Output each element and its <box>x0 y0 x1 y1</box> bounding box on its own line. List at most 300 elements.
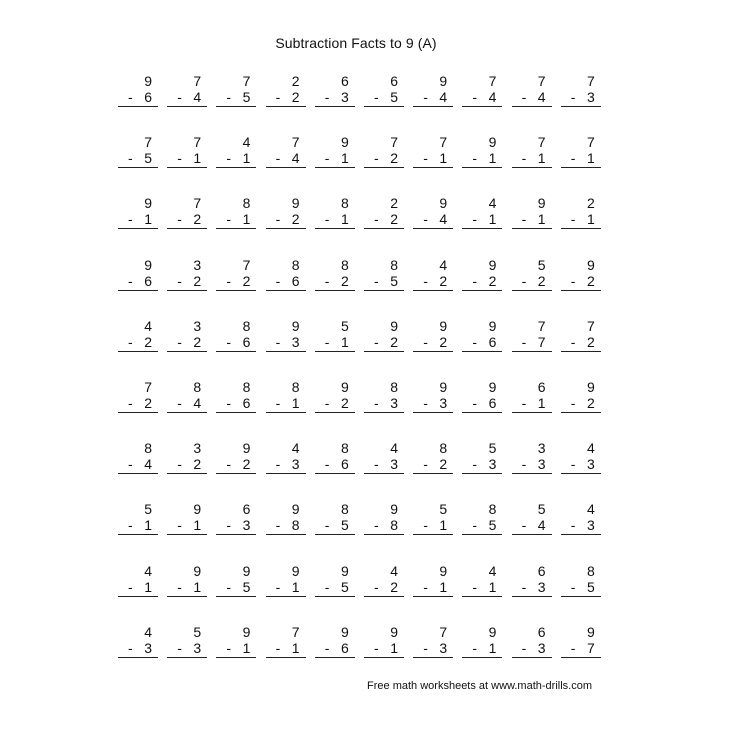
subtrahend-line <box>167 211 207 229</box>
subtraction-problem <box>561 379 601 423</box>
minus-sign: - <box>226 578 232 595</box>
minus-sign: - <box>521 333 527 350</box>
minus-sign: - <box>324 456 330 473</box>
subtrahend: 2 <box>341 395 349 411</box>
minuend: 2 <box>390 195 398 212</box>
minus-sign: - <box>472 578 478 595</box>
subtraction-problem <box>216 257 256 301</box>
subtrahend: 2 <box>291 211 300 228</box>
minuend: 8 <box>291 256 300 273</box>
subtrahend: 1 <box>341 150 349 167</box>
subtraction-problem <box>364 440 404 484</box>
subtraction-problem <box>167 73 207 117</box>
subtrahend: 3 <box>193 639 202 656</box>
minus-sign: - <box>177 211 182 228</box>
minus-sign: - <box>226 456 232 473</box>
minuend: 4 <box>439 256 448 273</box>
minus-sign: - <box>128 517 133 534</box>
minuend: 6 <box>242 501 251 518</box>
subtrahend-line <box>512 150 552 168</box>
minus-sign: - <box>570 517 576 534</box>
subtrahend: 1 <box>488 211 497 228</box>
problem-row <box>118 134 608 178</box>
subtrahend: 3 <box>537 456 546 473</box>
subtraction-problem <box>315 318 355 362</box>
subtrahend-line <box>216 579 256 597</box>
minuend: 7 <box>242 256 251 273</box>
subtraction-problem <box>216 624 256 668</box>
minuend: 4 <box>488 562 497 579</box>
subtrahend-line <box>462 150 502 168</box>
minus-sign: - <box>374 89 379 105</box>
subtrahend: 4 <box>537 89 546 105</box>
minuend: 7 <box>144 134 152 151</box>
minuend: 9 <box>439 73 448 89</box>
subtrahend: 6 <box>242 395 251 411</box>
subtrahend: 6 <box>144 89 152 105</box>
subtrahend: 3 <box>242 517 251 534</box>
subtrahend: 5 <box>144 150 152 167</box>
subtraction-problem <box>216 379 256 423</box>
subtraction-problem <box>266 563 306 607</box>
subtrahend: 1 <box>341 333 349 350</box>
minuend: 8 <box>587 562 595 579</box>
subtrahend-line <box>364 273 404 291</box>
subtraction-problem <box>167 563 207 607</box>
subtrahend: 1 <box>488 639 497 656</box>
subtrahend: 5 <box>341 578 349 595</box>
minus-sign: - <box>226 89 232 105</box>
minus-sign: - <box>472 272 478 289</box>
minus-sign: - <box>472 456 478 473</box>
subtraction-problem <box>413 563 453 607</box>
subtraction-problem <box>167 134 207 178</box>
subtrahend: 7 <box>537 333 546 350</box>
subtrahend: 3 <box>537 578 546 595</box>
minuend: 4 <box>390 562 398 579</box>
subtraction-problem <box>413 440 453 484</box>
minuend: 8 <box>242 195 251 212</box>
subtraction-problem <box>364 624 404 668</box>
minuend: 8 <box>193 379 202 395</box>
subtrahend: 1 <box>291 578 300 595</box>
subtrahend-line <box>512 395 552 413</box>
subtrahend: 1 <box>537 150 546 167</box>
subtraction-problem <box>364 134 404 178</box>
minuend: 9 <box>341 562 349 579</box>
subtraction-problem <box>118 501 158 545</box>
subtrahend: 1 <box>242 211 251 228</box>
subtraction-problem <box>364 379 404 423</box>
minus-sign: - <box>177 272 182 289</box>
minuend: 9 <box>144 195 152 212</box>
subtrahend: 1 <box>488 578 497 595</box>
minuend: 6 <box>537 379 546 395</box>
minuend: 5 <box>341 317 349 334</box>
subtrahend-line <box>118 211 158 229</box>
subtrahend: 2 <box>439 333 448 350</box>
minus-sign: - <box>177 89 182 105</box>
subtraction-problem <box>462 195 502 239</box>
minus-sign: - <box>226 517 232 534</box>
subtrahend: 2 <box>144 395 152 411</box>
subtrahend: 5 <box>341 517 349 534</box>
subtraction-problem <box>216 73 256 117</box>
minus-sign: - <box>374 150 379 167</box>
minus-sign: - <box>177 578 182 595</box>
minus-sign: - <box>570 333 576 350</box>
subtrahend-line <box>413 211 453 229</box>
minus-sign: - <box>275 578 281 595</box>
minus-sign: - <box>423 272 428 289</box>
minuend: 9 <box>341 623 349 640</box>
subtrahend-line <box>462 517 502 535</box>
subtrahend-line <box>216 456 256 474</box>
minus-sign: - <box>521 578 527 595</box>
subtrahend: 4 <box>193 89 202 105</box>
footer-credit: Free math worksheets at www.math-drills.com <box>367 680 592 692</box>
minuend: 5 <box>439 501 448 518</box>
minuend: 8 <box>242 379 251 395</box>
minuend: 3 <box>193 440 202 457</box>
subtraction-problem <box>413 134 453 178</box>
minus-sign: - <box>128 456 133 473</box>
minuend: 9 <box>488 623 497 640</box>
subtrahend-line <box>413 150 453 168</box>
subtrahend: 2 <box>193 456 202 473</box>
subtrahend: 2 <box>242 456 251 473</box>
subtraction-problem <box>561 501 601 545</box>
subtraction-problem <box>315 379 355 423</box>
minuend: 4 <box>144 317 152 334</box>
subtrahend-line <box>413 273 453 291</box>
minus-sign: - <box>374 517 379 534</box>
subtrahend-line <box>364 150 404 168</box>
subtraction-problem <box>413 501 453 545</box>
subtraction-problem <box>561 134 601 178</box>
minuend: 8 <box>488 501 497 518</box>
minus-sign: - <box>374 456 379 473</box>
subtrahend-line <box>118 456 158 474</box>
subtraction-problem <box>315 257 355 301</box>
minuend: 6 <box>390 73 398 89</box>
subtrahend: 3 <box>439 395 448 411</box>
subtrahend-line <box>512 89 552 107</box>
minus-sign: - <box>128 211 133 228</box>
subtraction-problem <box>364 318 404 362</box>
subtrahend-line <box>118 517 158 535</box>
minus-sign: - <box>324 395 330 411</box>
minus-sign: - <box>128 578 133 595</box>
minuend: 7 <box>144 379 152 395</box>
subtrahend: 8 <box>390 517 398 534</box>
subtrahend-line <box>413 395 453 413</box>
minuend: 7 <box>587 73 595 89</box>
minus-sign: - <box>472 333 478 350</box>
subtrahend: 1 <box>144 578 152 595</box>
minuend: 2 <box>291 73 300 89</box>
subtrahend: 4 <box>439 211 448 228</box>
minus-sign: - <box>128 89 133 105</box>
subtrahend-line <box>413 89 453 107</box>
subtrahend: 3 <box>291 456 300 473</box>
subtrahend-line <box>364 211 404 229</box>
subtrahend: 2 <box>390 211 398 228</box>
minuend: 9 <box>488 317 497 334</box>
subtrahend-line <box>118 150 158 168</box>
subtraction-problem <box>413 195 453 239</box>
subtrahend: 1 <box>488 150 497 167</box>
minus-sign: - <box>275 89 281 105</box>
minuend: 9 <box>390 501 398 518</box>
subtrahend: 2 <box>193 333 202 350</box>
minus-sign: - <box>521 211 527 228</box>
subtrahend-line <box>561 211 601 229</box>
subtraction-problem <box>167 440 207 484</box>
minus-sign: - <box>324 578 330 595</box>
minus-sign: - <box>521 395 527 411</box>
subtrahend: 1 <box>144 517 152 534</box>
minus-sign: - <box>472 150 478 167</box>
subtraction-problem <box>364 501 404 545</box>
subtraction-problem <box>315 501 355 545</box>
subtrahend: 3 <box>537 639 546 656</box>
subtraction-problem <box>364 73 404 117</box>
minuend: 9 <box>291 562 300 579</box>
minus-sign: - <box>570 150 576 167</box>
subtraction-problem <box>561 318 601 362</box>
subtrahend: 5 <box>488 517 497 534</box>
subtrahend-line <box>216 640 256 658</box>
subtrahend-line <box>364 334 404 352</box>
subtrahend: 1 <box>144 211 152 228</box>
subtrahend: 6 <box>341 639 349 656</box>
minus-sign: - <box>374 272 379 289</box>
minuend: 9 <box>341 134 349 151</box>
minus-sign: - <box>177 456 182 473</box>
subtrahend-line <box>413 517 453 535</box>
subtraction-problem <box>364 195 404 239</box>
subtrahend: 2 <box>587 333 595 350</box>
subtrahend-line <box>315 456 355 474</box>
minus-sign: - <box>128 150 133 167</box>
minuend: 7 <box>439 623 448 640</box>
minus-sign: - <box>324 639 330 656</box>
minus-sign: - <box>423 395 428 411</box>
minus-sign: - <box>275 211 281 228</box>
subtraction-problem <box>118 624 158 668</box>
minus-sign: - <box>275 639 281 656</box>
subtraction-problem <box>462 624 502 668</box>
subtraction-problem <box>512 257 552 301</box>
minus-sign: - <box>324 272 330 289</box>
subtrahend: 5 <box>242 89 251 105</box>
subtrahend-line <box>266 640 306 658</box>
subtraction-problem <box>266 257 306 301</box>
subtraction-problem <box>167 379 207 423</box>
minuend: 9 <box>587 256 595 273</box>
subtrahend: 2 <box>439 272 448 289</box>
subtrahend-line <box>315 334 355 352</box>
subtrahend: 1 <box>587 150 595 167</box>
subtraction-problem <box>462 501 502 545</box>
subtrahend: 3 <box>144 639 152 656</box>
minuend: 9 <box>587 379 595 395</box>
subtrahend-line <box>167 334 207 352</box>
subtraction-problem <box>512 318 552 362</box>
subtrahend-line <box>118 334 158 352</box>
minuend: 9 <box>341 379 349 395</box>
subtrahend-line <box>315 89 355 107</box>
subtraction-problem <box>413 318 453 362</box>
minus-sign: - <box>128 395 133 411</box>
subtrahend: 4 <box>193 395 202 411</box>
subtraction-problem <box>512 195 552 239</box>
subtrahend-line <box>413 579 453 597</box>
subtrahend-line <box>462 395 502 413</box>
subtraction-problem <box>462 318 502 362</box>
minus-sign: - <box>128 333 133 350</box>
minus-sign: - <box>324 333 330 350</box>
minuend: 9 <box>439 195 448 212</box>
subtraction-problem <box>216 318 256 362</box>
minus-sign: - <box>324 150 330 167</box>
subtrahend: 3 <box>390 456 398 473</box>
subtraction-problem <box>118 440 158 484</box>
subtrahend-line <box>266 211 306 229</box>
subtrahend-line <box>561 579 601 597</box>
minus-sign: - <box>177 395 182 411</box>
minuend: 7 <box>587 317 595 334</box>
minus-sign: - <box>275 456 281 473</box>
subtrahend: 3 <box>390 395 398 411</box>
minus-sign: - <box>570 639 576 656</box>
subtraction-problem <box>216 195 256 239</box>
minuend: 9 <box>193 562 202 579</box>
minus-sign: - <box>275 517 281 534</box>
subtraction-problem <box>167 624 207 668</box>
subtraction-problem <box>118 73 158 117</box>
minus-sign: - <box>226 150 232 167</box>
minus-sign: - <box>226 272 232 289</box>
subtrahend: 2 <box>390 150 398 167</box>
subtraction-problem <box>364 563 404 607</box>
subtrahend: 1 <box>242 150 251 167</box>
subtrahend-line <box>364 89 404 107</box>
subtraction-problem <box>561 440 601 484</box>
subtraction-problem <box>216 501 256 545</box>
subtraction-problem <box>266 318 306 362</box>
subtraction-problem <box>462 73 502 117</box>
minus-sign: - <box>374 578 379 595</box>
minuend: 9 <box>193 501 202 518</box>
subtrahend-line <box>512 579 552 597</box>
subtrahend-line <box>266 150 306 168</box>
subtrahend: 4 <box>291 150 300 167</box>
subtrahend-line <box>118 640 158 658</box>
minuend: 9 <box>144 256 152 273</box>
subtrahend-line <box>216 273 256 291</box>
subtrahend: 3 <box>341 89 349 105</box>
minus-sign: - <box>472 211 478 228</box>
minuend: 9 <box>488 256 497 273</box>
minuend: 2 <box>587 195 595 212</box>
minus-sign: - <box>275 272 281 289</box>
subtrahend-line <box>413 640 453 658</box>
minus-sign: - <box>570 578 576 595</box>
subtrahend: 3 <box>587 517 595 534</box>
subtrahend-line <box>413 456 453 474</box>
subtrahend-line <box>266 456 306 474</box>
subtraction-problem <box>118 257 158 301</box>
subtrahend: 2 <box>439 456 448 473</box>
minuend: 9 <box>439 379 448 395</box>
problem-row <box>118 318 608 362</box>
subtrahend-line <box>167 579 207 597</box>
subtrahend-line <box>216 150 256 168</box>
subtrahend-line <box>561 456 601 474</box>
subtrahend-line <box>462 579 502 597</box>
minuend: 9 <box>291 501 300 518</box>
subtrahend-line <box>315 150 355 168</box>
subtrahend-line <box>167 89 207 107</box>
subtrahend-line <box>561 150 601 168</box>
subtrahend: 1 <box>291 395 300 411</box>
subtraction-problem <box>118 195 158 239</box>
minus-sign: - <box>423 150 428 167</box>
subtraction-problem <box>315 195 355 239</box>
subtraction-problem <box>462 563 502 607</box>
subtraction-problem <box>561 195 601 239</box>
subtraction-problem <box>462 134 502 178</box>
subtraction-problem <box>462 379 502 423</box>
subtrahend: 1 <box>193 578 202 595</box>
minuend: 7 <box>193 195 202 212</box>
subtrahend: 6 <box>488 395 497 411</box>
subtrahend-line <box>512 517 552 535</box>
problem-row <box>118 563 608 607</box>
subtrahend-line <box>512 334 552 352</box>
subtrahend-line <box>315 517 355 535</box>
subtrahend: 3 <box>488 456 497 473</box>
subtraction-problem <box>413 257 453 301</box>
subtraction-problem <box>118 563 158 607</box>
minuend: 7 <box>390 134 398 151</box>
subtrahend: 1 <box>193 517 202 534</box>
subtrahend-line <box>364 456 404 474</box>
subtraction-problem <box>216 134 256 178</box>
minus-sign: - <box>472 639 478 656</box>
problem-row <box>118 440 608 484</box>
minuend: 9 <box>242 562 251 579</box>
subtrahend-line <box>167 456 207 474</box>
subtrahend-line <box>266 395 306 413</box>
minus-sign: - <box>521 89 527 105</box>
subtrahend: 5 <box>390 272 398 289</box>
minuend: 7 <box>537 317 546 334</box>
minuend: 5 <box>193 623 202 640</box>
minus-sign: - <box>226 395 232 411</box>
minuend: 4 <box>291 440 300 457</box>
subtrahend-line <box>413 334 453 352</box>
minuend: 9 <box>390 317 398 334</box>
minus-sign: - <box>423 639 428 656</box>
minus-sign: - <box>226 639 232 656</box>
minus-sign: - <box>177 150 182 167</box>
minuend: 9 <box>439 562 448 579</box>
minus-sign: - <box>374 395 379 411</box>
subtrahend: 6 <box>144 272 152 289</box>
